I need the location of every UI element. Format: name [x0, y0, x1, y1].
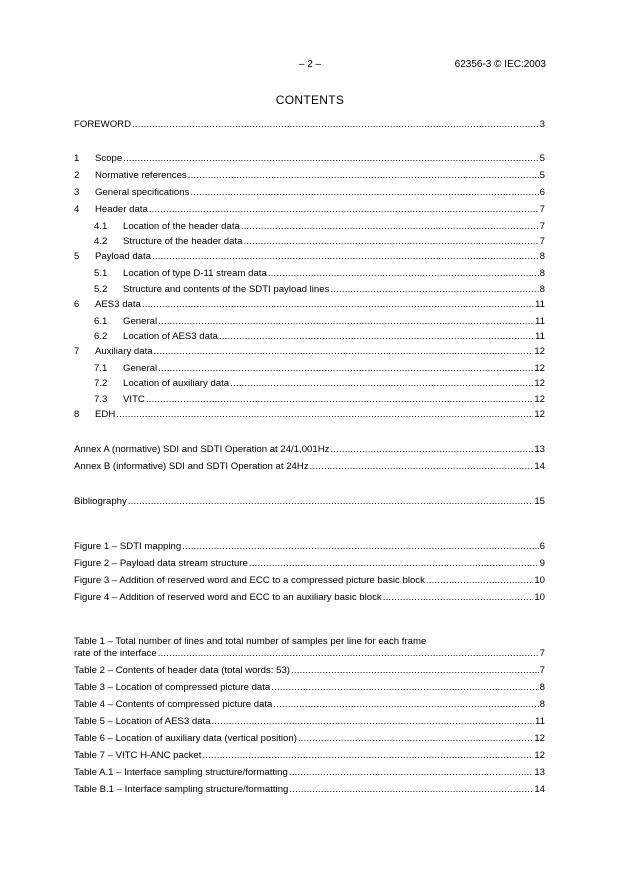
toc-subentry[interactable]: 5.2 Structure and contents of the SDTI payload lines ..... 8: [74, 284, 545, 296]
toc-entry[interactable]: 3 General specifications ..... 6: [74, 187, 545, 199]
toc-table-entry[interactable]: Table 5 – Location of AES3 data ..... 11: [74, 716, 545, 728]
toc-annex-entry[interactable]: Annex A (normative) SDI and SDTI Operation at 24/1,001Hz ..... 13: [74, 444, 545, 456]
toc-figure-entry[interactable]: Figure 2 – Payload data stream structure ..... 9: [74, 558, 545, 570]
toc-table-entry[interactable]: Table B.1 – Interface sampling structure/formatting ..... 14: [74, 784, 545, 796]
toc-annex-entry[interactable]: Annex B (informative) SDI and SDTI Operation at 24Hz ..... 14: [74, 461, 545, 473]
toc-entry-page: 3: [539, 119, 545, 130]
toc-subentry[interactable]: 7.2 Location of auxiliary data ..... 12: [74, 378, 545, 390]
toc-subentry[interactable]: 5.1 Location of type D-11 stream data ..... 8: [74, 268, 545, 280]
toc-table-entry[interactable]: Table 2 – Contents of header data (total words: 53) ..... 7: [74, 665, 545, 677]
toc-entry[interactable]: 1 Scope ..... 5: [74, 153, 545, 165]
toc-subentry[interactable]: 4.1 Location of the header data ..... 7: [74, 221, 545, 233]
toc-table-entry[interactable]: Table 4 – Contents of compressed picture data ..... 8: [74, 699, 545, 711]
toc-entry[interactable]: 4 Header data ..... 7: [74, 204, 545, 216]
toc-table-entry-line1: Table 1 – Total number of lines and total number of samples per line for each frame: [74, 636, 427, 647]
standard-reference: 62356-3 © IEC:2003: [454, 59, 546, 70]
toc-table-entry[interactable]: Table A.1 – Interface sampling structure/formatting ..... 13: [74, 767, 545, 779]
toc-table-entry[interactable]: rate of the interface ..... 7: [74, 648, 545, 660]
toc-table-entry[interactable]: Table 6 – Location of auxiliary data (vertical position) ..... 12: [74, 733, 545, 745]
toc-entry[interactable]: 8 EDH ..... 12: [74, 409, 545, 421]
toc-figure-entry[interactable]: Figure 1 – SDTI mapping ..... 6: [74, 541, 545, 553]
toc-entry-bibliography[interactable]: Bibliography ..... 15: [74, 496, 545, 508]
toc-subentry[interactable]: 6.1 General ..... 11: [74, 316, 545, 328]
toc-table-entry[interactable]: Table 7 – VITC H-ANC packet ..... 12: [74, 750, 545, 762]
page-title: CONTENTS: [275, 93, 345, 107]
toc-figure-entry[interactable]: Figure 3 – Addition of reserved word and ECC to a compressed picture basic block ..... 10: [74, 575, 545, 587]
toc-figure-entry[interactable]: Figure 4 – Addition of reserved word and ECC to an auxiliary basic block ..... 10: [74, 592, 545, 604]
toc-subentry[interactable]: 7.1 General ..... 12: [74, 363, 545, 375]
toc-subentry[interactable]: 4.2 Structure of the header data ..... 7: [74, 236, 545, 248]
toc-subentry[interactable]: 6.2 Location of AES3 data ..... 11: [74, 331, 545, 343]
toc-entry[interactable]: 6 AES3 data ..... 11: [74, 299, 545, 311]
toc-table-entry[interactable]: Table 3 – Location of compressed picture data ..... 8: [74, 682, 545, 694]
toc-subentry[interactable]: 7.3 VITC ..... 12: [74, 394, 545, 406]
page-number: – 2 –: [298, 59, 322, 70]
toc-entry[interactable]: 7 Auxiliary data ..... 12: [74, 346, 545, 358]
toc-entry[interactable]: 5 Payload data ..... 8: [74, 251, 545, 263]
toc-entry-label: FOREWORD: [74, 119, 132, 130]
toc-entry[interactable]: 2 Normative references ..... 5: [74, 170, 545, 182]
toc-entry-foreword[interactable]: [74, 119, 545, 131]
